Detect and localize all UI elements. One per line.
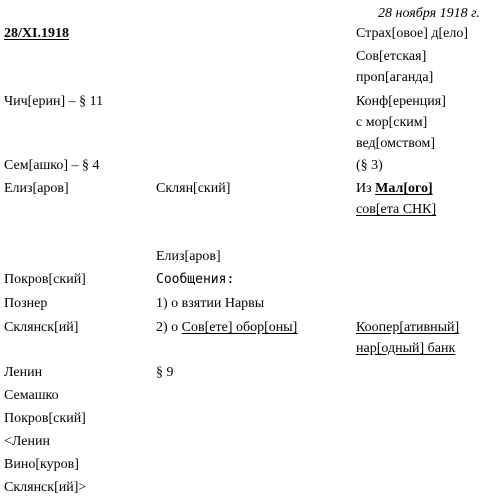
speaker-lenin-2: <Ленин [4,434,50,449]
middle-paragraph-9: § 9 [156,365,174,380]
speaker-sklyansky-2: Склянск[ий]> [4,480,87,495]
speaker-semashko: Семашко [4,388,59,403]
message-item-2-prefix: 2) о [156,320,182,335]
middle-sklyansky: Склян[ский] [156,181,231,196]
speaker-vinokurov: Вино[куров] [4,457,79,472]
document-number: 28/XI.1918 [4,26,69,41]
middle-elizarov: Елиз[аров] [156,249,221,264]
item-propaganda-line2: проп[аганда] [356,70,434,85]
document-date: 28 ноября 1918 г. [378,6,480,21]
speaker-pokrovsky-2: Покров[ский] [4,411,86,426]
item-paragraph-3: (§ 3) [356,158,383,173]
speaker-pozner: Познер [4,296,48,311]
item-insurance: Страх[овое] д[ело] [356,26,469,41]
from-small-council-bold: Мал[ого] [375,181,433,196]
speaker-elizarov: Елиз[аров] [4,181,69,196]
speaker-pokrovsky: Покров[ский] [4,272,86,287]
from-prefix: Из [356,181,376,196]
item-conference-line3: вед[омством] [356,136,436,151]
item-propaganda-line1: Сов[етская] [356,49,427,64]
message-item-2-defense-council: Сов[ете] обор[оны] [181,320,298,335]
messages-heading: Сообщения: [156,272,235,287]
item-cooperative-bank-line1: Коопер[ативный] [356,320,460,335]
item-conference-line1: Конф[еренция] [356,94,446,109]
message-item-1: 1) о взятии Нарвы [156,296,265,311]
speaker-sklyansky: Склянск[ий] [4,320,79,335]
message-item-2 [156,320,297,336]
item-conference-line2: с мор[ским] [356,115,428,130]
speaker-chicherin: Чич[ерин] – § 11 [4,94,104,109]
item-cooperative-bank-line2: нар[одный] банк [356,341,456,356]
item-from-small-council-line1 [356,181,433,197]
speaker-lenin: Ленин [4,365,43,380]
speaker-semashko-p4: Сем[ашко] – § 4 [4,158,100,173]
item-from-small-council-line2: сов[ета СНК] [356,202,437,217]
